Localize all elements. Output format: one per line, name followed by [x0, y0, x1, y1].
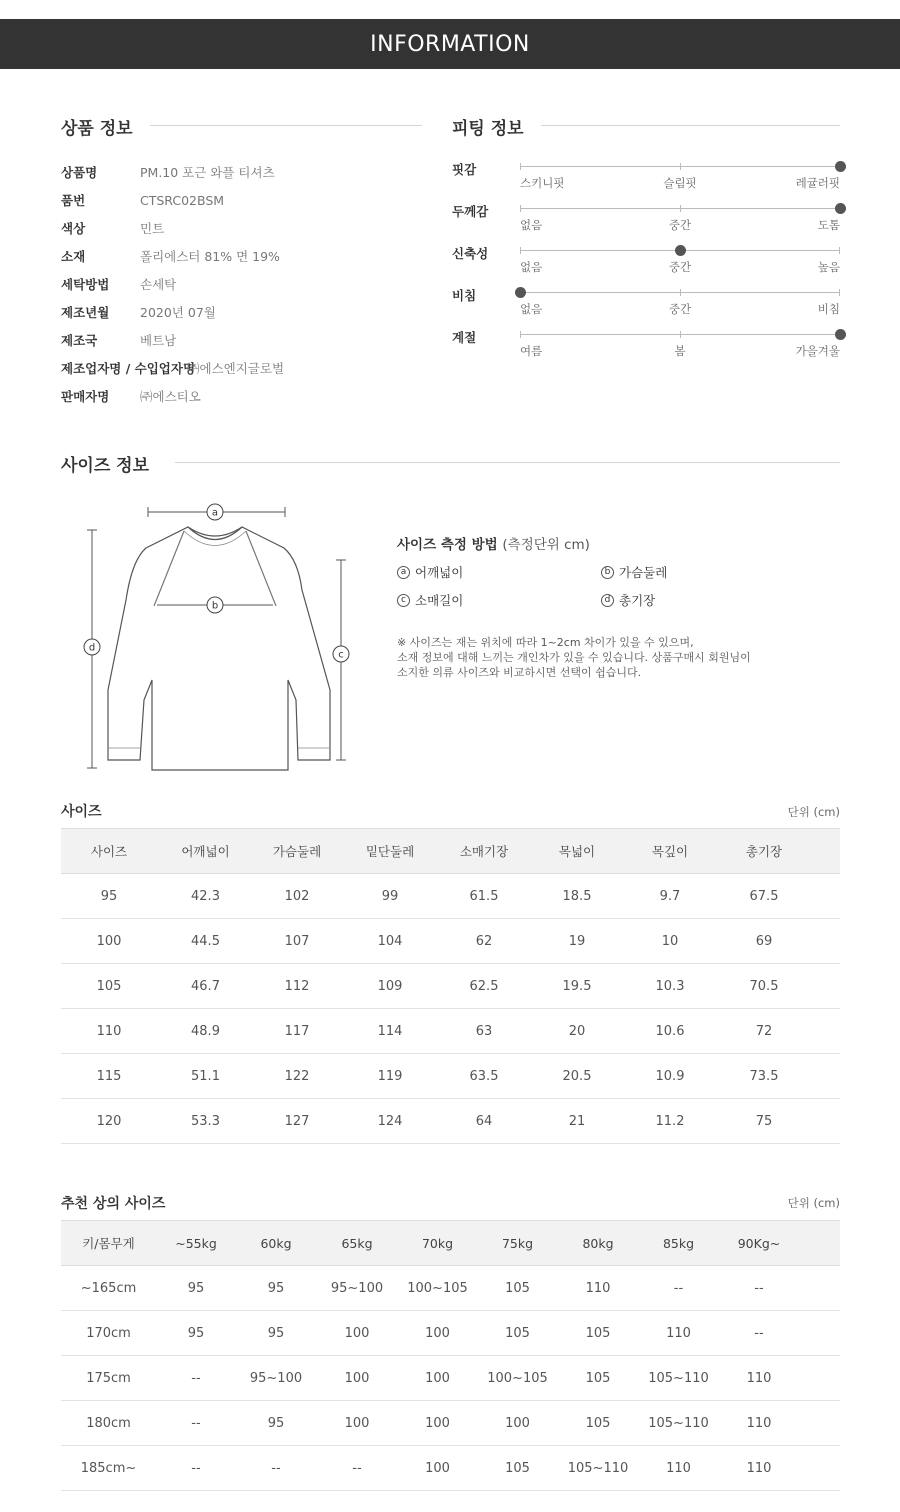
table-cell: 180cm	[61, 1401, 156, 1446]
table-cell: --	[236, 1446, 316, 1491]
table-cell: 18.5	[528, 874, 626, 919]
table-cell: 110	[719, 1401, 799, 1446]
table-row	[61, 1356, 840, 1401]
fitting-scale	[520, 250, 840, 251]
table-cell: 105	[61, 964, 157, 1009]
measure-item-label: 어깨넓이	[415, 565, 464, 580]
table-cell-spacer	[814, 1054, 840, 1099]
table-cell-spacer	[799, 1401, 840, 1446]
fitting-tick	[839, 247, 840, 254]
table-row	[61, 964, 840, 1009]
table-cell: --	[316, 1446, 398, 1491]
product-info-row	[61, 214, 421, 242]
product-info-row	[61, 298, 421, 326]
size-info-divider	[175, 462, 840, 463]
fitting-row	[452, 284, 842, 324]
table-cell: 95	[61, 874, 157, 919]
table-header-cell: 키/몸무게	[61, 1221, 156, 1266]
table-cell: 105~110	[638, 1401, 719, 1446]
table-cell: 122	[254, 1054, 340, 1099]
table-cell: 100	[316, 1401, 398, 1446]
table-cell: 19.5	[528, 964, 626, 1009]
product-info-row	[61, 242, 421, 270]
table-cell: --	[719, 1311, 799, 1356]
table-header-cell: 소매기장	[440, 829, 528, 874]
measure-method	[397, 533, 837, 680]
measure-item	[397, 563, 601, 581]
product-info-label: 제조년월	[61, 305, 110, 320]
table-cell: 109	[340, 964, 440, 1009]
table-cell: 100~105	[398, 1266, 477, 1311]
table-cell: 64	[440, 1099, 528, 1144]
table-cell: 110	[719, 1356, 799, 1401]
fitting-selected-dot	[515, 287, 526, 298]
measure-unit: (측정단위 cm)	[502, 537, 590, 553]
product-info-label: 색상	[61, 221, 86, 236]
table-cell: 100	[477, 1401, 558, 1446]
fitting-tick	[839, 289, 840, 296]
table-cell: 61.5	[440, 874, 528, 919]
product-info-value: 손세탁	[140, 277, 177, 292]
product-info-row	[61, 354, 421, 382]
fitting-option: 가을겨울	[795, 344, 840, 358]
fitting-row	[452, 158, 842, 198]
fitting-row	[452, 200, 842, 240]
table-cell: 110	[558, 1266, 638, 1311]
fitting-option: 높음	[817, 260, 840, 274]
fitting-option: 중간	[668, 260, 692, 274]
table-header-cell: 어깨넓이	[157, 829, 254, 874]
table-cell-spacer	[814, 1009, 840, 1054]
table-cell: 100	[398, 1356, 477, 1401]
measure-item-label: 소매길이	[415, 593, 464, 608]
table-cell: --	[156, 1401, 236, 1446]
table-cell: 21	[528, 1099, 626, 1144]
measure-item	[397, 591, 601, 609]
table-cell: 72	[714, 1009, 814, 1054]
table-cell: 42.3	[157, 874, 254, 919]
table-cell: 20.5	[528, 1054, 626, 1099]
product-info-title: 상품 정보	[61, 119, 133, 139]
table-row	[61, 1446, 840, 1491]
table-cell: 105	[558, 1311, 638, 1356]
table-cell: 44.5	[157, 919, 254, 964]
table-cell: 110	[638, 1311, 719, 1356]
table-cell-spacer	[799, 1446, 840, 1491]
table-cell: 70.5	[714, 964, 814, 1009]
fitting-label: 계절	[452, 330, 477, 345]
table-cell: 105	[558, 1401, 638, 1446]
table-row	[61, 1099, 840, 1144]
size-note	[397, 635, 837, 680]
table-row	[61, 1054, 840, 1099]
measure-item-label: 총기장	[619, 593, 656, 608]
product-info-value: 민트	[140, 221, 165, 236]
rec-table-unit: 단위 (cm)	[787, 1196, 840, 1210]
shirt-collar	[188, 527, 242, 540]
table-cell: 19	[528, 919, 626, 964]
table-row	[61, 1009, 840, 1054]
table-cell: --	[156, 1356, 236, 1401]
table-cell: 51.1	[157, 1054, 254, 1099]
product-info-value: CTSRC02BSM	[140, 192, 225, 208]
table-header-spacer	[799, 1221, 840, 1266]
table-header-spacer	[814, 829, 840, 874]
measure-item-label: 가슴둘레	[619, 565, 668, 580]
product-info-row	[61, 382, 421, 410]
size-table-title: 사이즈	[61, 804, 102, 820]
table-cell: 20	[528, 1009, 626, 1054]
table-cell-spacer	[814, 919, 840, 964]
table-cell: 95	[236, 1401, 316, 1446]
table-cell-spacer	[814, 1099, 840, 1144]
fitting-label: 비침	[452, 288, 477, 303]
fitting-option: 여름	[520, 344, 543, 358]
table-cell-spacer	[799, 1266, 840, 1311]
table-cell: 110	[638, 1446, 719, 1491]
marker-b-label: b	[211, 600, 219, 612]
table-cell: 102	[254, 874, 340, 919]
table-cell: 175cm	[61, 1356, 156, 1401]
fitting-tick	[680, 289, 681, 296]
product-info-label: 판매자명	[61, 389, 110, 404]
table-header-cell: 가슴둘레	[254, 829, 340, 874]
product-info-label: 세탁방법	[61, 277, 110, 292]
table-cell: ~165cm	[61, 1266, 156, 1311]
fitting-selected-dot	[835, 203, 846, 214]
information-banner	[0, 19, 900, 69]
table-header-cell: 75kg	[477, 1221, 558, 1266]
fitting-scale	[520, 292, 840, 293]
product-info-value: 폴리에스터 81% 면 19%	[140, 249, 280, 264]
measure-item-letter: c	[397, 594, 410, 607]
table-cell: 112	[254, 964, 340, 1009]
product-info-row	[61, 158, 421, 186]
table-header-cell: 목깊이	[626, 829, 714, 874]
fitting-option: 스키니핏	[520, 176, 565, 190]
table-cell: 117	[254, 1009, 340, 1054]
table-cell: 104	[340, 919, 440, 964]
table-cell-spacer	[799, 1311, 840, 1356]
table-cell: 100	[398, 1311, 477, 1356]
fitting-info-title: 피팅 정보	[452, 119, 524, 139]
product-info-row	[61, 326, 421, 354]
fitting-option: 없음	[520, 260, 543, 274]
table-cell: 95	[236, 1311, 316, 1356]
fitting-tick	[680, 331, 681, 338]
table-cell: 63	[440, 1009, 528, 1054]
table-cell-spacer	[814, 964, 840, 1009]
fitting-label: 신축성	[452, 246, 489, 261]
table-header-cell: 사이즈	[61, 829, 157, 874]
table-cell-spacer	[799, 1356, 840, 1401]
table-cell: 119	[340, 1054, 440, 1099]
size-table	[61, 828, 840, 1144]
product-info-label: 제조국	[61, 333, 98, 348]
table-cell: 10.6	[626, 1009, 714, 1054]
fitting-option: 중간	[668, 302, 692, 316]
fitting-option: 봄	[674, 344, 686, 358]
table-header-cell: ~55kg	[156, 1221, 236, 1266]
product-info-list	[61, 158, 421, 410]
table-cell: 75	[714, 1099, 814, 1144]
fitting-label: 두께감	[452, 204, 489, 219]
table-cell: 69	[714, 919, 814, 964]
measure-item-letter: d	[601, 594, 614, 607]
table-cell: 105	[477, 1266, 558, 1311]
fitting-row	[452, 242, 842, 282]
table-cell: 10	[626, 919, 714, 964]
size-note-line: ※ 사이즈는 재는 위치에 따라 1~2cm 차이가 있을 수 있으며,	[397, 636, 694, 649]
product-info-divider	[150, 125, 422, 126]
fitting-tick	[520, 247, 521, 254]
size-note-line: 소재 정보에 대해 느끼는 개인차가 있을 수 있습니다. 상품구매시 회원님이	[397, 651, 751, 664]
table-cell: 9.7	[626, 874, 714, 919]
table-header-cell: 65kg	[316, 1221, 398, 1266]
table-cell: 127	[254, 1099, 340, 1144]
table-header-cell: 60kg	[236, 1221, 316, 1266]
table-row	[61, 1266, 840, 1311]
table-cell: 48.9	[157, 1009, 254, 1054]
fitting-label: 핏감	[452, 162, 477, 177]
table-cell: 95~100	[316, 1266, 398, 1311]
table-cell: 170cm	[61, 1311, 156, 1356]
product-info-row	[61, 186, 421, 214]
fitting-tick	[680, 205, 681, 212]
measure-items	[397, 563, 837, 609]
table-cell: 73.5	[714, 1054, 814, 1099]
table-cell: 120	[61, 1099, 157, 1144]
marker-a-label: a	[211, 507, 219, 519]
size-info-title: 사이즈 정보	[61, 456, 150, 476]
table-cell: 53.3	[157, 1099, 254, 1144]
product-info-label: 상품명	[61, 165, 98, 180]
table-cell: --	[638, 1266, 719, 1311]
table-cell: 105~110	[638, 1356, 719, 1401]
product-info-value: 2020년 07월	[140, 305, 216, 320]
product-info-value: PM.10 포근 와플 티셔츠	[140, 165, 275, 180]
table-cell: --	[156, 1446, 236, 1491]
measure-item-letter: a	[397, 566, 410, 579]
table-cell: 110	[61, 1009, 157, 1054]
table-header-cell: 85kg	[638, 1221, 719, 1266]
banner-title: INFORMATION	[370, 31, 530, 57]
rec-table	[61, 1220, 840, 1491]
product-info-value: 베트남	[140, 333, 177, 348]
fitting-selected-dot	[675, 245, 686, 256]
fitting-row	[452, 326, 842, 366]
table-cell: 110	[719, 1446, 799, 1491]
marker-c-label: c	[338, 649, 344, 661]
fitting-option: 없음	[520, 218, 543, 232]
table-cell: 100	[61, 919, 157, 964]
table-cell: 95	[156, 1311, 236, 1356]
shirt-outline	[108, 527, 330, 770]
table-cell: 100	[316, 1356, 398, 1401]
table-cell: 46.7	[157, 964, 254, 1009]
table-cell: 62	[440, 919, 528, 964]
fitting-scale	[520, 208, 840, 209]
table-cell: 100~105	[477, 1356, 558, 1401]
measure-title-text: 사이즈 측정 방법	[397, 537, 498, 553]
table-cell: 10.3	[626, 964, 714, 1009]
table-cell: 11.2	[626, 1099, 714, 1144]
fitting-option: 레귤러핏	[795, 176, 840, 190]
table-row	[61, 919, 840, 964]
table-cell: 105~110	[558, 1446, 638, 1491]
table-cell: 100	[398, 1401, 477, 1446]
table-row	[61, 1311, 840, 1356]
table-header-cell: 80kg	[558, 1221, 638, 1266]
fitting-tick	[520, 205, 521, 212]
measure-item-letter: b	[601, 566, 614, 579]
fitting-scale	[520, 166, 840, 167]
table-cell: 100	[316, 1311, 398, 1356]
shirt-diagram	[80, 495, 370, 780]
rec-table-title: 추천 상의 사이즈	[61, 1196, 166, 1212]
measure-item	[601, 591, 801, 609]
table-header-cell: 밑단둘레	[340, 829, 440, 874]
table-row	[61, 1401, 840, 1446]
table-cell: 114	[340, 1009, 440, 1054]
size-note-line: 소지한 의류 사이즈와 비교하시면 선택이 쉽습니다.	[397, 666, 642, 679]
fitting-scale	[520, 334, 840, 335]
table-row	[61, 874, 840, 919]
table-cell-spacer	[814, 874, 840, 919]
table-cell: 95	[156, 1266, 236, 1311]
fitting-option: 슬림핏	[663, 176, 697, 190]
product-info-label: 제조업자명 / 수입업자명	[61, 361, 196, 376]
fitting-selected-dot	[835, 329, 846, 340]
fitting-tick	[520, 163, 521, 170]
table-cell: 67.5	[714, 874, 814, 919]
fitting-selected-dot	[835, 161, 846, 172]
fitting-tick	[680, 163, 681, 170]
table-cell: 185cm~	[61, 1446, 156, 1491]
table-cell: 105	[477, 1446, 558, 1491]
product-info-value: ㈜에스티오	[140, 389, 201, 404]
product-info-value: ㈜에스엔지글로벌	[187, 361, 285, 376]
table-cell: 95	[236, 1266, 316, 1311]
table-header-cell: 목넓이	[528, 829, 626, 874]
table-cell: 95~100	[236, 1356, 316, 1401]
table-cell: 107	[254, 919, 340, 964]
product-info-label: 소재	[61, 249, 86, 264]
measure-title	[397, 533, 837, 553]
fitting-option: 비침	[817, 302, 840, 316]
table-cell: --	[719, 1266, 799, 1311]
fitting-tick	[520, 331, 521, 338]
fitting-info-divider	[541, 125, 840, 126]
fitting-option: 없음	[520, 302, 543, 316]
table-cell: 62.5	[440, 964, 528, 1009]
table-header-cell: 70kg	[398, 1221, 477, 1266]
table-cell: 10.9	[626, 1054, 714, 1099]
product-info-row	[61, 270, 421, 298]
marker-d-label: d	[88, 642, 96, 654]
table-cell: 99	[340, 874, 440, 919]
table-header-cell: 총기장	[714, 829, 814, 874]
fitting-option: 중간	[668, 218, 692, 232]
table-cell: 63.5	[440, 1054, 528, 1099]
table-cell: 105	[477, 1311, 558, 1356]
table-cell: 100	[398, 1446, 477, 1491]
table-cell: 124	[340, 1099, 440, 1144]
table-cell: 115	[61, 1054, 157, 1099]
table-header-cell: 90Kg~	[719, 1221, 799, 1266]
size-table-unit: 단위 (cm)	[787, 805, 840, 819]
product-info-label: 품번	[61, 193, 86, 208]
table-cell: 105	[558, 1356, 638, 1401]
fitting-option: 도톰	[817, 218, 840, 232]
measure-item	[601, 563, 801, 581]
